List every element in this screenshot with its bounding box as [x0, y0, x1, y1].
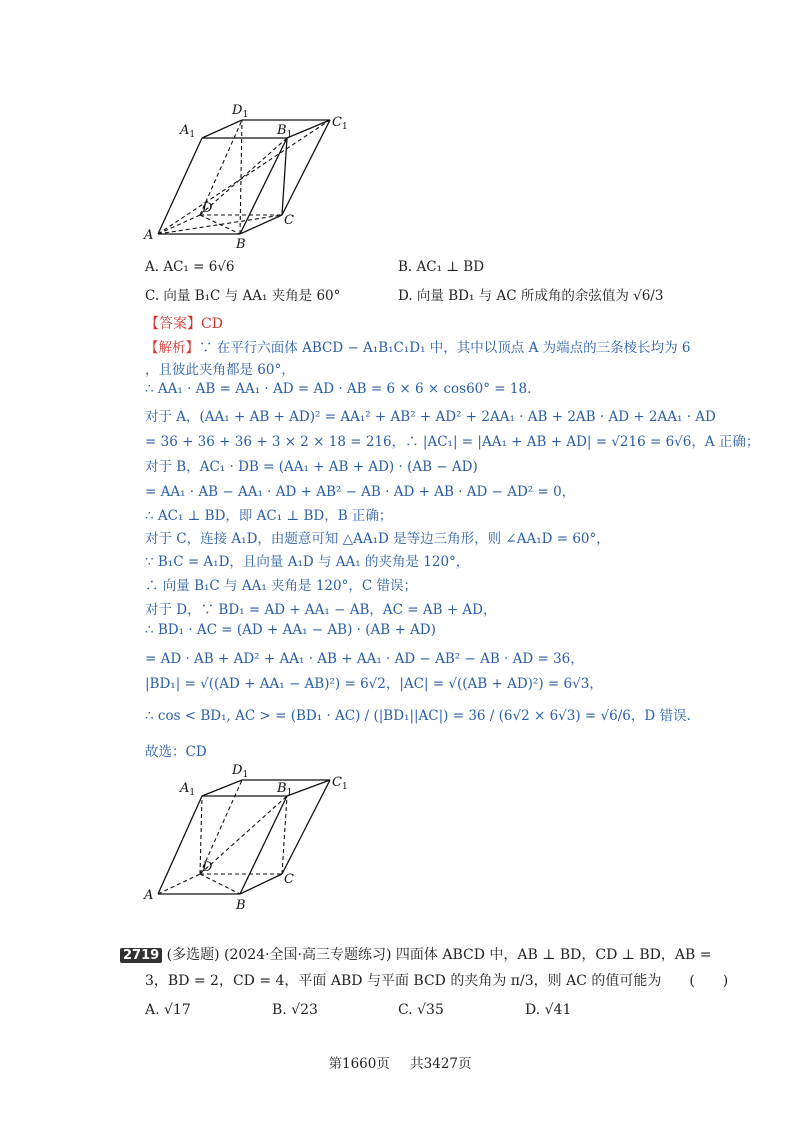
label-B: B — [236, 237, 246, 250]
label-C1: $C_1$ — [332, 115, 348, 132]
label-A: A — [144, 888, 154, 903]
label-A: A — [144, 228, 154, 243]
explanation-line-5: = 36 + 36 + 36 + 3 × 2 × 18 = 216，∴ |AC₁| = |AA₁ + AB + AD| = √216 = 6√6，A 正确； — [145, 434, 760, 450]
explanation-line-8: ∴ AC₁ ⊥ BD，即 AC₁ ⊥ BD，B 正确； — [145, 508, 393, 524]
conclusion-line: 故选：CD — [145, 744, 207, 760]
label-B1: $B_1$ — [277, 781, 293, 798]
choice-c: C. √35 — [398, 1002, 444, 1018]
option-c: C. 向量 B₁C 与 AA₁ 夹角是 60° — [145, 288, 341, 304]
answer-value: CD — [201, 316, 223, 332]
explanation-line-1: 【解析】∵ 在平行六面体 ABCD − A₁B₁C₁D₁ 中，其中以顶点 A 为端点的三条棱长均为 6 — [145, 340, 691, 356]
explanation-label: 【解析】 — [145, 340, 199, 356]
explanation-line-11: ∴ 向量 B₁C 与 AA₁ 夹角是 120°，C 错误； — [145, 578, 417, 594]
label-B: B — [236, 898, 246, 913]
question-text-1: (多选题) (2024·全国·高三专题练习) 四面体 ABCD 中，AB ⊥ BD，CD ⊥ BD，AB = — [166, 947, 712, 963]
choice-b: B. √23 — [272, 1002, 318, 1018]
explanation-line-12: 对于 D，∵ BD₁ = AD + AA₁ − AB，AC = AB + AD， — [145, 602, 497, 618]
explanation-line-7: = AA₁ · AB − AA₁ · AD + AB² − AB · AD + AB · AD − AD² = 0， — [145, 484, 576, 500]
page-footer — [0, 1052, 800, 1072]
explanation-line-15: |BD₁| = √((AD + AA₁ − AB)²) = 6√2，|AC| = √((AB + AD)²) = 6√3， — [145, 676, 603, 692]
label-C: C — [284, 213, 294, 228]
label-A1: $A_1$ — [180, 781, 196, 798]
explanation-line-10: ∵ B₁C = A₁D，且向量 A₁D 与 AA₁ 的夹角是 120°， — [145, 554, 470, 570]
explanation-line-4: 对于 A，(AA₁ + AB + AD)² = AA₁² + AB² + AD² + 2AA₁ · AB + 2AB · AD + 2AA₁ · AD — [145, 409, 716, 425]
explanation-line-3: ∴ AA₁ · AB = AA₁ · AD = AD · AB = 6 × 6 × cos60° = 18. — [145, 381, 532, 397]
label-B1: $B_1$ — [277, 123, 293, 140]
option-d: D. 向量 BD₁ 与 AC 所成角的余弦值为 √6/3 — [398, 288, 664, 304]
parallelepiped-figure-top — [140, 98, 360, 250]
label-A1: $A_1$ — [180, 123, 196, 140]
question-line-2: 3，BD = 2，CD = 4，平面 ABD 与平面 BCD 的夹角为 π/3，则 AC 的值可能为 ( ) — [145, 973, 729, 989]
question-number: 2719 — [120, 948, 162, 963]
label-D1: $D_1$ — [232, 103, 249, 120]
total-pages: 共3427页 — [410, 1056, 472, 1072]
label-D: D — [202, 860, 213, 875]
option-b: B. AC₁ ⊥ BD — [398, 259, 485, 275]
label-C1: $C_1$ — [332, 775, 348, 792]
label-C: C — [284, 872, 294, 887]
explanation-line-2: ，且彼此夹角都是 60°， — [145, 362, 295, 378]
choice-d: D. √41 — [525, 1002, 572, 1018]
explanation-line-13: ∴ BD₁ · AC = (AD + AA₁ − AB) · (AB + AD) — [145, 622, 436, 638]
question-line-1 — [120, 944, 711, 964]
explanation-line-6: 对于 B，AC₁ · DB = (AA₁ + AB + AD) · (AB − AD) — [145, 459, 478, 475]
option-a: A. AC₁ = 6√6 — [145, 259, 235, 275]
explanation-line-14: = AD · AB + AD² + AA₁ · AB + AA₁ · AD − AB² − AB · AD = 36， — [145, 651, 584, 667]
parallelepiped-figure-bottom — [140, 762, 360, 914]
explanation-line-16: ∴ cos < BD₁, AC > = (BD₁ · AC) / (|BD₁||AC|) = 36 / (6√2 × 6√3) = √6/6，D 错误. — [145, 708, 691, 724]
label-D: D — [202, 201, 213, 216]
explanation-line-9: 对于 C，连接 A₁D，由题意可知 △AA₁D 是等边三角形，则 ∠AA₁D = 60°， — [145, 531, 610, 547]
page-number: 第1660页 — [328, 1056, 390, 1072]
answer-line — [145, 313, 223, 333]
answer-label: 【答案】 — [145, 316, 201, 332]
label-D1: $D_1$ — [232, 763, 249, 780]
choice-a: A. √17 — [145, 1002, 191, 1018]
